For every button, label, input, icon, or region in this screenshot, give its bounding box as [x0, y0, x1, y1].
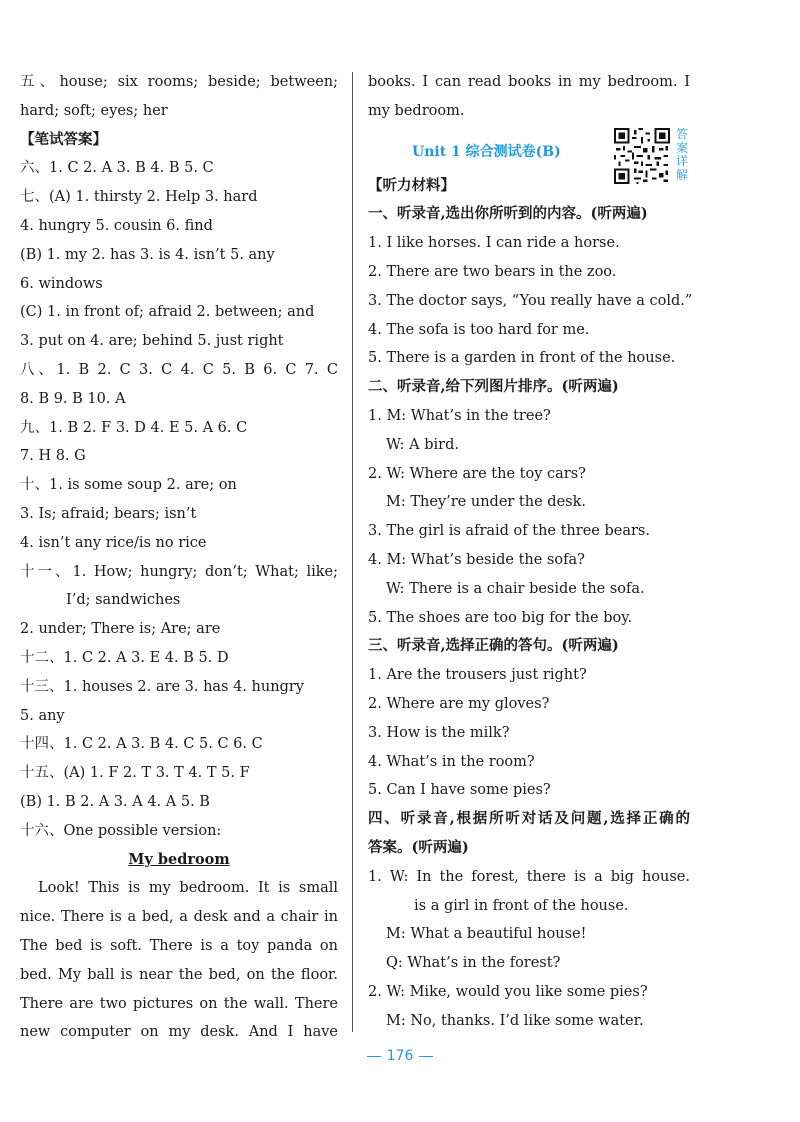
listening-line: 2. W: Mike, would you like some pies?: [368, 983, 648, 1000]
answer-line: 九、1. B 2. F 3. D 4. E 5. A 6. C: [20, 419, 248, 436]
answer-line: 5. any: [20, 707, 65, 724]
listening-line: 一、听录音,选出你所听到的内容。(听两遍): [368, 205, 648, 223]
answer-line: 2. under; There is; Are; are: [20, 621, 221, 638]
listening-line: M: They’re under the desk.: [386, 494, 586, 511]
listening-line: 2. W: Where are the toy cars?: [368, 465, 586, 482]
listening-line: 5. The shoes are too big for the boy.: [368, 609, 633, 626]
essay-line: new computer on my desk. And I have: [20, 1024, 338, 1041]
essay-line: bed. My ball is near the bed, on the floor.: [20, 966, 338, 983]
listening-line: 二、听录音,给下列图片排序。(听两遍): [368, 378, 619, 396]
listening-line: W: There is a chair beside the sofa.: [386, 580, 645, 597]
answer-key-list: [20, 68, 338, 846]
listening-line: 1. M: What’s in the tree?: [368, 407, 551, 424]
listening-line: 1. W: In the forest, there is a big house.: [368, 868, 690, 885]
listening-line: is a girl in front of the house.: [414, 897, 629, 914]
essay-line: Look! This is my bedroom. It is small: [38, 880, 338, 897]
listening-line: M: What a beautiful house!: [386, 926, 587, 943]
essay-line: The bed is soft. There is a toy panda on: [20, 937, 338, 954]
listening-line: Q: What’s in the forest?: [386, 955, 561, 972]
answer-line: 4. isn’t any rice/is no rice: [20, 534, 207, 551]
listening-line: 四、听录音,根据所听对话及问题,选择正确的: [368, 810, 690, 828]
listening-line: 1. Are the trousers just right?: [368, 667, 587, 684]
listening-line: 1. I like horses. I can ride a horse.: [368, 235, 620, 252]
answer-line: (C) 1. in front of; afraid 2. between; and: [20, 304, 315, 321]
qr-code-icon[interactable]: [614, 128, 670, 184]
answer-line: 八、1. B 2. C 3. C 4. C 5. B 6. C 7. C: [20, 361, 338, 378]
listening-line: M: No, thanks. I’d like some water.: [386, 1012, 644, 1029]
essay-line: my bedroom.: [368, 102, 465, 119]
answer-line: (B) 1. my 2. has 3. is 4. isn’t 5. any: [20, 246, 275, 263]
answer-line: 七、(A) 1. thirsty 2. Help 3. hard: [20, 189, 258, 206]
answer-line: 3. put on 4. are; behind 5. just right: [20, 333, 284, 350]
unit-test-title: Unit 1 综合测试卷(B): [412, 143, 561, 160]
answer-line: 十一、1. How; hungry; don’t; What; like;: [20, 563, 338, 580]
answer-line: 4. hungry 5. cousin 6. find: [20, 217, 213, 234]
right-column: [368, 68, 693, 1036]
listening-line: 5. There is a garden in front of the house.: [368, 350, 676, 367]
answer-line: 8. B 9. B 10. A: [20, 390, 126, 407]
listening-line: 三、听录音,选择正确的答句。(听两遍): [368, 637, 619, 655]
answer-line: 3. Is; afraid; bears; isn’t: [20, 505, 197, 522]
listening-line: 4. The sofa is too hard for me.: [368, 321, 590, 338]
essay-title: My bedroom: [128, 850, 230, 868]
answer-line: 7. H 8. G: [20, 448, 86, 465]
listening-line: 【听力材料】: [368, 176, 455, 194]
page-number-footer: [0, 1048, 800, 1064]
answer-line: 五、house; six rooms; beside; between;: [20, 74, 338, 90]
essay-line: There are two pictures on the wall. There: [20, 995, 338, 1012]
answer-line: 【笔试答案】: [20, 130, 107, 148]
essay-line: books. I can read books in my bedroom. I: [368, 74, 690, 90]
answer-line: 十三、1. houses 2. are 3. has 4. hungry: [20, 678, 304, 695]
qr-code-label: 答案详解: [676, 127, 689, 182]
column-divider: [352, 72, 353, 1032]
footer-rule-left: [367, 1056, 381, 1057]
listening-line: 4. M: What’s beside the sofa?: [368, 551, 585, 568]
qr-code-block[interactable]: [614, 128, 694, 186]
answer-line: 6. windows: [20, 275, 103, 292]
listening-line: 3. The girl is afraid of the three bears.: [368, 523, 650, 540]
listening-line: 3. The doctor says, “You really have a cold.”: [368, 292, 693, 309]
listening-line: W: A bird.: [386, 436, 459, 453]
answer-line: 十六、One possible version:: [20, 822, 222, 839]
answer-line: 十、1. is some soup 2. are; on: [20, 477, 237, 494]
footer-rule-right: [419, 1056, 433, 1057]
listening-line: 2. Where are my gloves?: [368, 695, 550, 712]
answer-line: I’d; sandwiches: [66, 592, 181, 609]
left-column: [20, 68, 338, 1047]
answer-line: hard; soft; eyes; her: [20, 102, 168, 119]
answer-line: 六、1. C 2. A 3. B 4. B 5. C: [20, 160, 214, 177]
listening-line: 5. Can I have some pies?: [368, 782, 551, 799]
listening-line: 4. What’s in the room?: [368, 753, 535, 770]
essay-line: nice. There is a bed, a desk and a chair in: [20, 909, 338, 926]
answer-line: 十二、1. C 2. A 3. E 4. B 5. D: [20, 649, 229, 666]
answer-line: 十五、(A) 1. F 2. T 3. T 4. T 5. F: [20, 765, 250, 782]
page-number: 176: [386, 1048, 414, 1064]
listening-line: 3. How is the milk?: [368, 724, 510, 741]
listening-material: [368, 172, 693, 1036]
essay-body: [20, 874, 338, 1047]
answer-line: (B) 1. B 2. A 3. A 4. A 5. B: [20, 793, 210, 810]
answer-line: 十四、1. C 2. A 3. B 4. C 5. C 6. C: [20, 736, 263, 753]
listening-line: 答案。(听两遍): [368, 838, 469, 856]
essay-continuation: [368, 68, 690, 126]
listening-line: 2. There are two bears in the zoo.: [368, 263, 617, 280]
